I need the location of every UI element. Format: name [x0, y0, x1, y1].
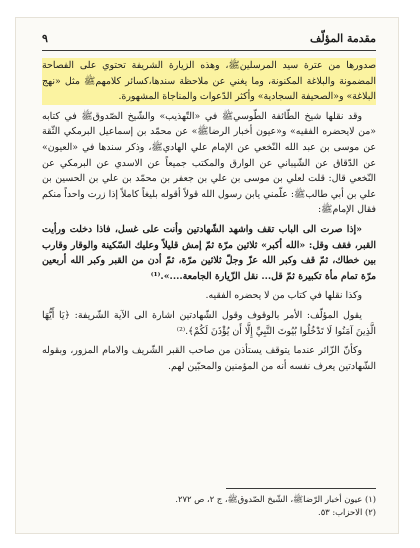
paragraph-faqih: وكذا نقلها في كتاب من لا يحضره الفقيه. [205, 290, 362, 302]
header-title: مقدمة المؤلّف [309, 32, 376, 45]
main-text [42, 58, 376, 374]
footnote-divider [226, 488, 376, 489]
footnote-2: (٢) الاحزاب: ٥٣. [318, 507, 376, 517]
book-page [16, 18, 398, 533]
paragraph-quote: «إذا صرت الى الباب تقف واشهد الشّهادتين وأنت على غسل، فاذا دخلت ورأيت القبر، فقف وقل: «الله أكبر» ثلاثين مرّة ثمّ إمش قليلاً وعليك السّكينة والوقار وقارب بين خطاك، ثمّ قف وكبر الله عزّ وجلّ ثلاثين مرّة، ثمّ أدن من القبر وكبر الله أربعين مرّة تمام مأة تكبيرة ثمّ قل... نقل الزّيارة الجامعة....».⁽¹⁾ [42, 223, 376, 282]
paragraph-sources: وقد نقلها شيخ الطّائفة الطّوسيﷺ في «التّهذيب» والشّيخ الصّدوقﷺ في كتابه «من لايحضره الفقيه» و«عيون أخبار الرضاﷺ» عن محمّد بن إسماعيل البرمكي الثّقة عن موسى بن عبد الله النّخعي عن الإمام علي الهاديﷺ، وذكر سندها في «العيون» عن الدّقاق عن الشّيباني عن الوارق والمكتب جميعاً عن الاسدي عن البرمكي عن النّخعي قال: قلت لعلي بن موسى بن علي بن جعفر بن محمّد بن علي بن الحسين بن علي بن أبي طالبﷺ: علّمني يابن رسول الله قولاً أقوله بليغاً كاملاً إذا زرت واحداً منكم فقال الإمامﷺ: [42, 110, 376, 216]
footnotes [42, 488, 376, 519]
paragraph-highlighted: صدورها من عترة سيد المرسلينﷺ، وهذه الزيارة الشريفة تحتوي على الفصاحة المضمونة والبلاغة المكنونة، وما يغني عن ملاحظة سندها،كسائر كلامهمﷺ مثل «نهج البلاغة» و«الصحيفة السجادية» وأكثر الدّعوات والمناجاة المشهورة. [42, 58, 376, 105]
page-header [42, 32, 376, 51]
paragraph-conclusion: وكأنّ الزّائر عندما يتوقف يستأذن من صاحب القبر الشّريف والامام المزور، وبقوله الشّهادتين يعرف نفسه أنه من المؤمنين والمحبّين لهم. [42, 345, 376, 372]
page-number: ٩ [42, 32, 48, 45]
footnote-1: (١) عيون أخبار الرّضاﷺ، الشّيخ الصّدوقﷺ، ج ٢، ص ٢٧٢. [175, 494, 376, 504]
paragraph-author: يقول المؤلّف: الأمر بالوقوف وقول الشّهادتين اشارة الى الآية الشّريفة: ﴿يَا أَيُّهَا الَّذِينَ آمَنُوا لَا تَدْخُلُوا بُيُوتَ النَّبِيِّ إِلَّا أَن يُؤْذَنَ لَكُمْ﴾.⁽²⁾ [42, 309, 376, 337]
